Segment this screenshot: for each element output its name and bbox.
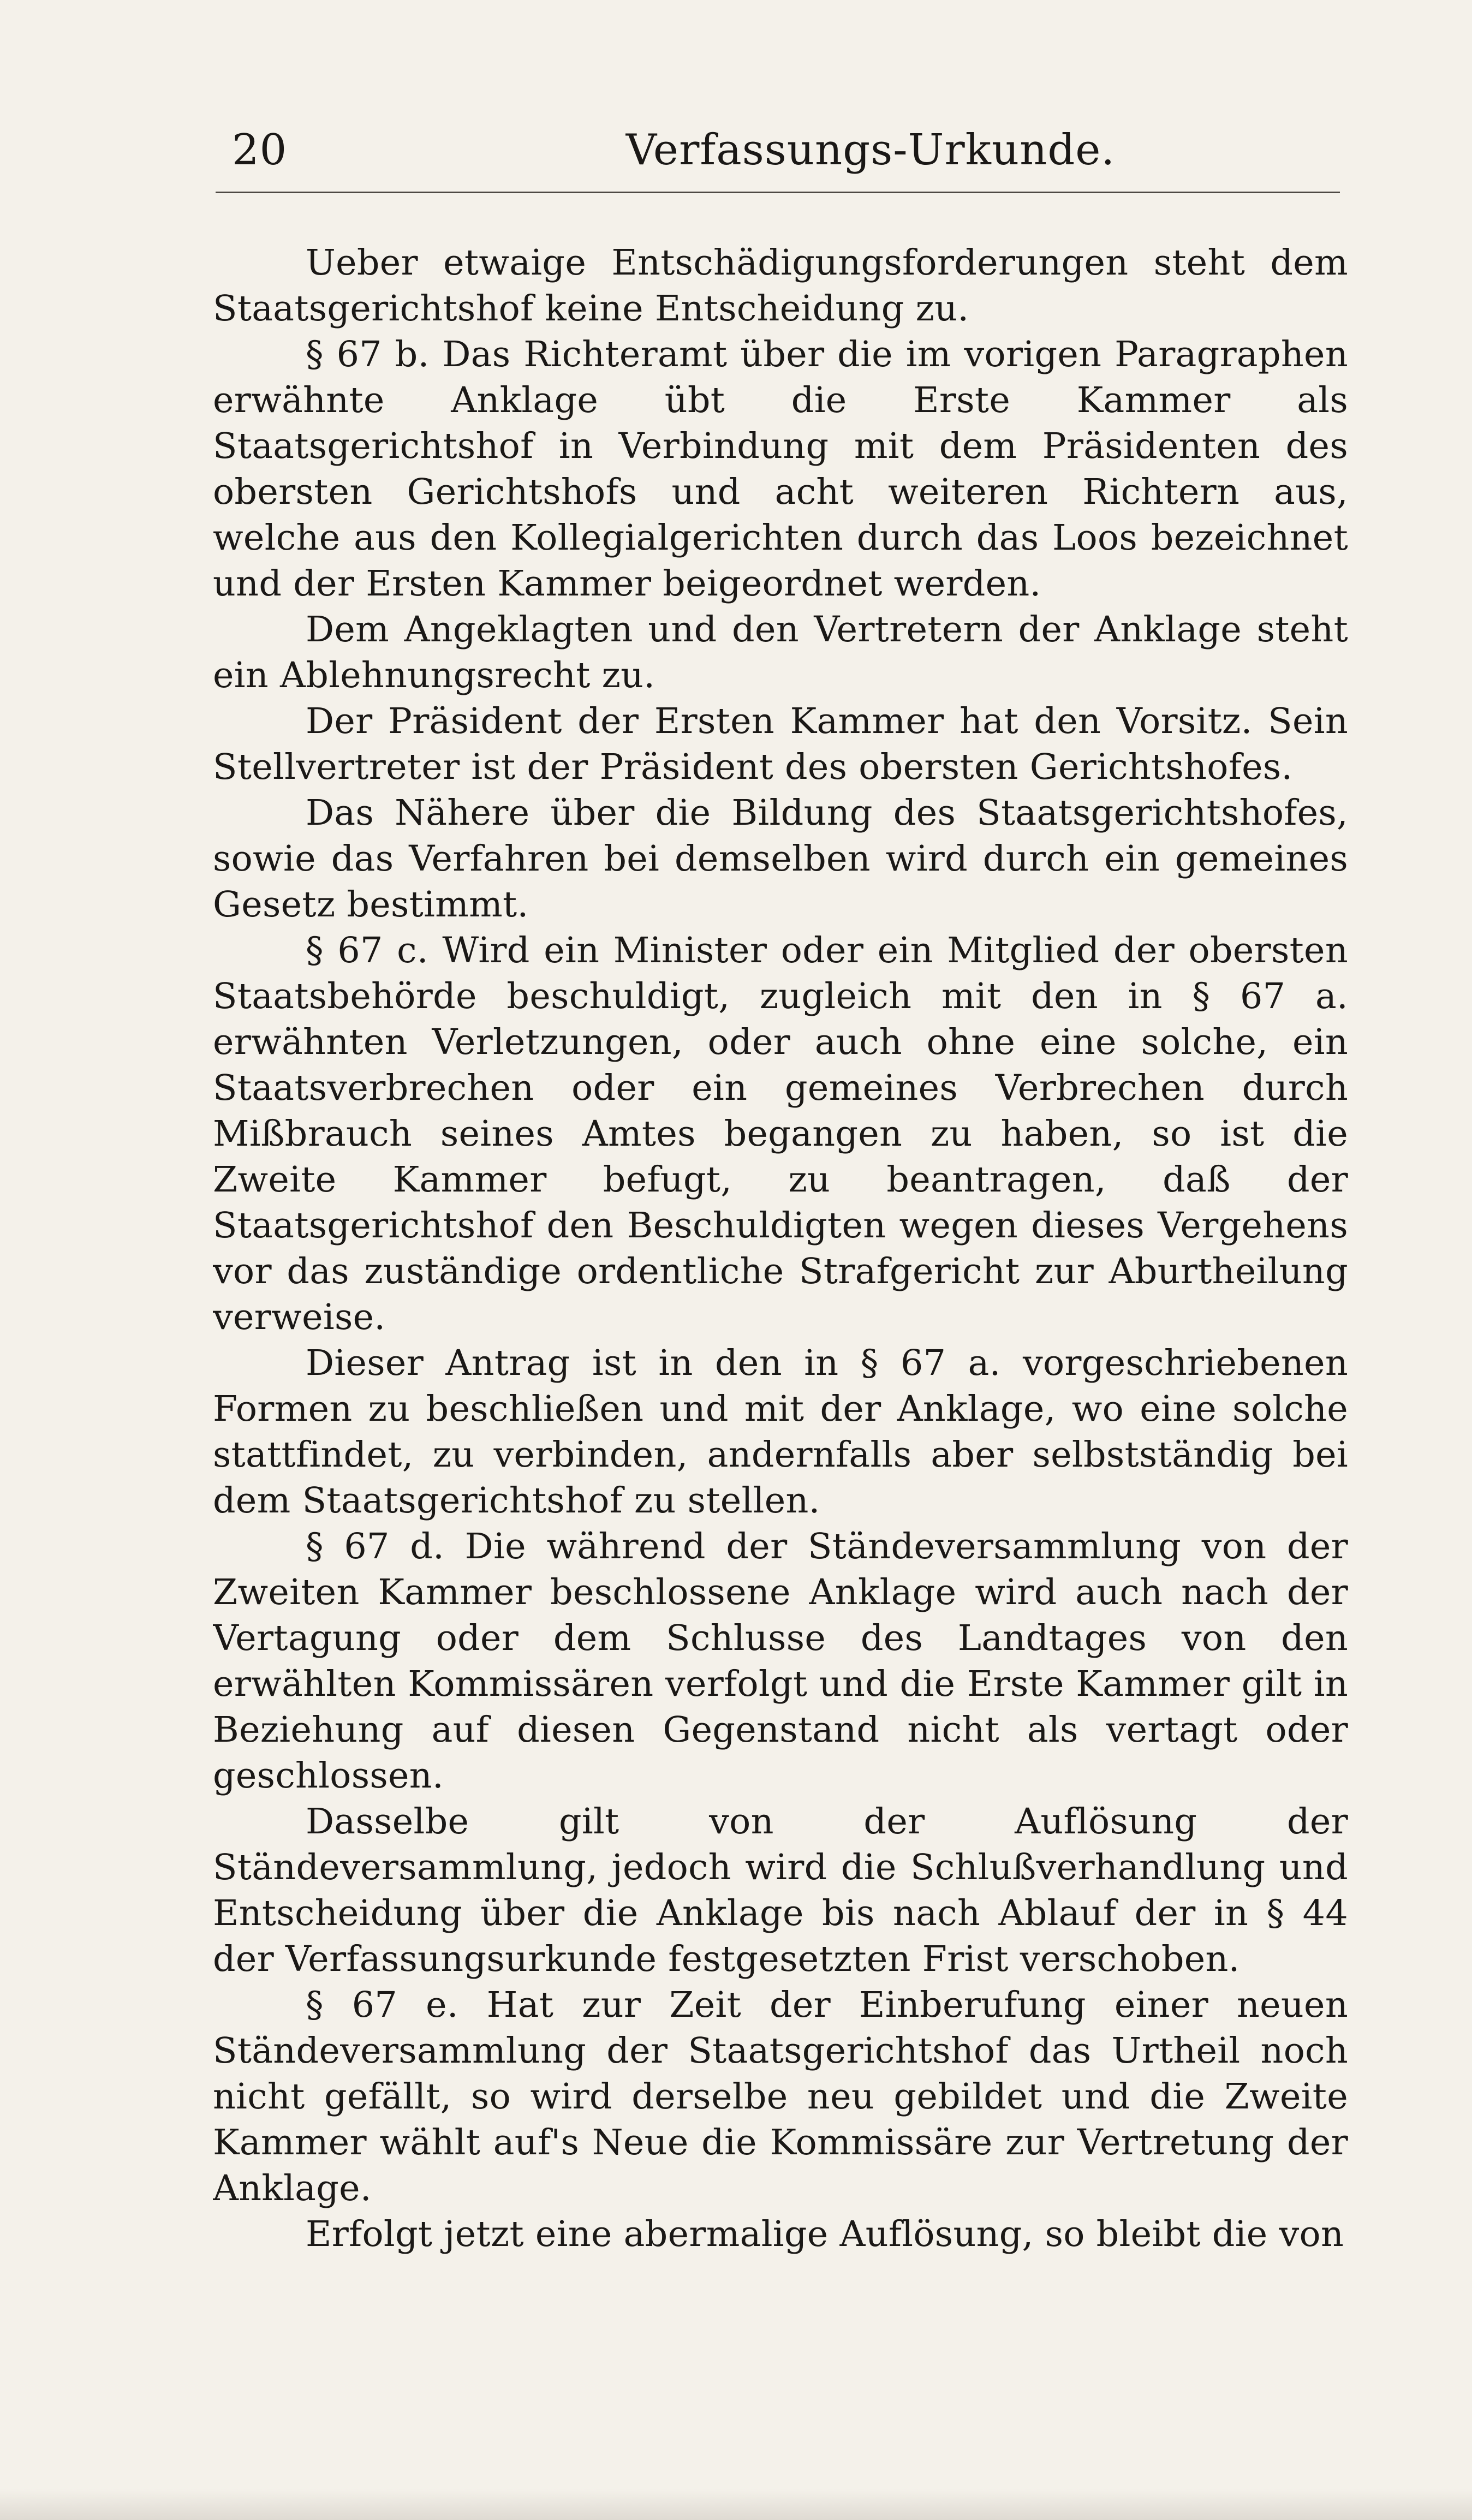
paragraph-6: § 67 c. Wird ein Minister oder ein Mitglied der obersten Staatsbehörde beschuldigt, zugleich mit den in § 67 a. erwähnten Verletzungen, oder auch ohne eine solche, ein Staatsverbrechen oder ein gemeines Verbrechen durch Mißbrauch seines Amtes begangen zu haben, so ist die Zweite Kammer befugt, zu beantragen, daß der Staatsgerichtshof den Beschuldigten wegen dieses Vergehens vor das zuständige ordentliche Strafgericht zur Aburtheilung verweise. — [213, 930, 1348, 1338]
paragraph-7: Dieser Antrag ist in den in § 67 a. vorgeschriebenen Formen zu beschließen und mit der Anklage, wo eine solche stattfindet, zu verbinden, andernfalls aber selbstständig bei dem Staatsgerichtshof zu stellen. — [213, 1343, 1348, 1521]
paragraph-1: Ueber etwaige Entschädigungsforderungen steht dem Staatsgerichtshof keine Entscheidung zu. — [213, 242, 1348, 329]
paragraph-5: Das Nähere über die Bildung des Staatsgerichtshofes, sowie das Verfahren bei demselben wird durch ein gemeines Gesetz bestimmt. — [213, 793, 1348, 925]
page-header — [216, 123, 1340, 196]
paragraph-9: Dasselbe gilt von der Auflösung der Ständeversammlung, jedoch wird die Schlußverhandlung und Entscheidung über die Anklage bis nach Ablauf der in § 44 der Verfassungsurkunde festgesetzten Frist verschoben. — [213, 1801, 1348, 1980]
body-text — [213, 240, 1348, 2281]
running-title: Verfassungs-Urkunde. — [625, 126, 1116, 175]
paragraph-11: Erfolgt jetzt eine abermalige Auflösung, so bleibt die von — [306, 2214, 1344, 2255]
paragraph-4: Der Präsident der Ersten Kammer hat den Vorsitz. Sein Stellvertreter ist der Präsident des obersten Gerichtshofes. — [213, 701, 1348, 788]
paragraph-8: § 67 d. Die während der Ständeversammlung von der Zweiten Kammer beschlossene Anklage wird auch nach der Vertagung oder dem Schlusse des Landtages von den erwählten Kommissären verfolgt und die Erste Kammer gilt in Beziehung auf diesen Gegenstand nicht als vertagt oder geschlossen. — [213, 1526, 1348, 1796]
page-bottom-edge — [0, 2489, 1472, 2520]
paragraph-2: § 67 b. Das Richteramt über die im vorigen Paragraphen erwähnte Anklage übt die Erste Kammer als Staatsgerichtshof in Verbindung mit dem Präsidenten des obersten Gerichtshofs und acht weiteren Richtern aus, welche aus den Kollegialgerichten durch das Loos bezeichnet und der Ersten Kammer beigeordnet werden. — [213, 334, 1348, 604]
page-number: 20 — [232, 126, 288, 175]
paragraph-10: § 67 e. Hat zur Zeit der Einberufung einer neuen Ständeversammlung der Staatsgerichtshof das Urtheil noch nicht gefällt, so wird derselbe neu gebildet und die Zweite Kammer wählt auf's Neue die Kommissäre zur Vertretung der Anklage. — [213, 1985, 1348, 2209]
paragraph-3: Dem Angeklagten und den Vertretern der Anklage steht ein Ablehnungsrecht zu. — [213, 609, 1348, 696]
header-rule — [216, 192, 1340, 193]
